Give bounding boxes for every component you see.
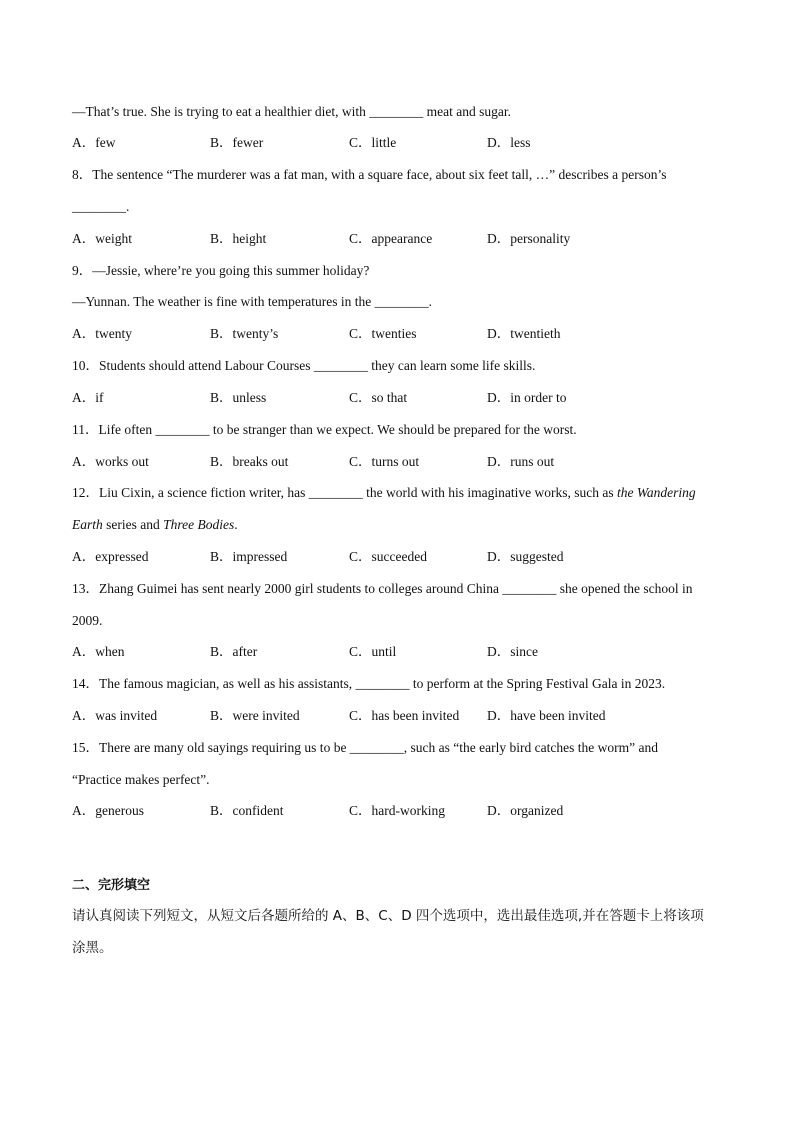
q11-option-d: D．runs out — [487, 454, 555, 469]
q13-option-d: D．since — [487, 644, 538, 659]
q12-line1-text: 12．Liu Cixin, a science fiction writer, has ________ the world with his imaginative works, such as — [72, 485, 617, 500]
q9-option-d: D．twentieth — [487, 326, 561, 341]
q15-option-c: C．hard-working — [349, 803, 445, 818]
q15-option-b: B．confident — [210, 803, 284, 818]
q10-option-b: B．unless — [210, 390, 267, 405]
q9-option-a: A．twenty — [72, 326, 132, 341]
q12-title-three-bodies: Three Bodies — [163, 517, 235, 532]
q11-option-a: A．works out — [72, 454, 149, 469]
q12-line1 — [72, 484, 696, 502]
q15-line1: 15．There are many old sayings requiring us to be ________, such as “the early bird catches the worm” and — [72, 740, 658, 755]
q7-option-a: A．few — [72, 135, 116, 150]
q12-line2-end: . — [234, 517, 238, 532]
q10-option-c: C．so that — [349, 390, 408, 405]
section-instructions-line1: 请认真阅读下列短文，从短文后各题所给的 A、B、C、D 四个选项中，选出最佳选项,并在答题卡上将该项 — [72, 908, 704, 924]
q14-option-d: D．have been invited — [487, 708, 606, 723]
q9-line2: —Yunnan. The weather is fine with temperatures in the ________. — [72, 294, 433, 309]
q7-line2: —That’s true. She is trying to eat a healthier diet, with ________ meat and sugar. — [72, 104, 512, 119]
q15-line2: “Practice makes perfect”. — [72, 772, 210, 787]
q14-option-b: B．were invited — [210, 708, 300, 723]
q7-option-c: C．little — [349, 135, 397, 150]
q8-line2: ________. — [72, 199, 130, 214]
q8-line1: 8．The sentence “The murderer was a fat man, with a square face, about six feet tall, …” describes a person’s — [72, 167, 667, 182]
section-instructions-line2: 涂黑。 — [72, 940, 113, 956]
q13-line2: 2009. — [72, 613, 103, 628]
q8-option-d: D．personality — [487, 231, 571, 246]
q13-option-a: A．when — [72, 644, 125, 659]
q10-option-d: D．in order to — [487, 390, 567, 405]
q7-option-b: B．fewer — [210, 135, 264, 150]
q12-option-b: B．impressed — [210, 549, 288, 564]
q13-line1: 13．Zhang Guimei has sent nearly 2000 girl students to colleges around China ________ she opened the school in — [72, 581, 693, 596]
q11-option-b: B．breaks out — [210, 454, 289, 469]
q13-option-b: B．after — [210, 644, 258, 659]
q10-line1: 10．Students should attend Labour Courses ________ they can learn some life skills. — [72, 358, 536, 373]
q14-option-c: C．has been invited — [349, 708, 460, 723]
q14-option-a: A．was invited — [72, 708, 158, 723]
q10-option-a: A．if — [72, 390, 104, 405]
q9-line1: 9．—Jessie, where’re you going this summer holiday? — [72, 263, 370, 278]
q11-line1: 11．Life often ________ to be stranger than we expect. We should be prepared for the worst. — [72, 422, 577, 437]
q12-option-d: D．suggested — [487, 549, 564, 564]
q8-option-a: A．weight — [72, 231, 132, 246]
q8-option-b: B．height — [210, 231, 267, 246]
q13-option-c: C．until — [349, 644, 397, 659]
q9-option-b: B．twenty’s — [210, 326, 279, 341]
q12-line2 — [72, 516, 238, 534]
q12-title-wandering: the Wandering — [616, 485, 696, 500]
section-heading: 二、完形填空 — [72, 878, 151, 893]
q11-option-c: C．turns out — [349, 454, 420, 469]
q15-option-a: A．generous — [72, 803, 144, 818]
q9-option-c: C．twenties — [349, 326, 417, 341]
q12-line2-text: series and — [102, 517, 164, 532]
q15-option-d: D．organized — [487, 803, 564, 818]
q12-title-earth: Earth — [72, 517, 103, 532]
q8-option-c: C．appearance — [349, 231, 433, 246]
q7-option-d: D．less — [487, 135, 531, 150]
q14-line1: 14．The famous magician, as well as his assistants, ________ to perform at the Spring Festival Gala in 2023. — [72, 676, 666, 691]
q12-option-c: C．succeeded — [349, 549, 427, 564]
q12-option-a: A．expressed — [72, 549, 149, 564]
